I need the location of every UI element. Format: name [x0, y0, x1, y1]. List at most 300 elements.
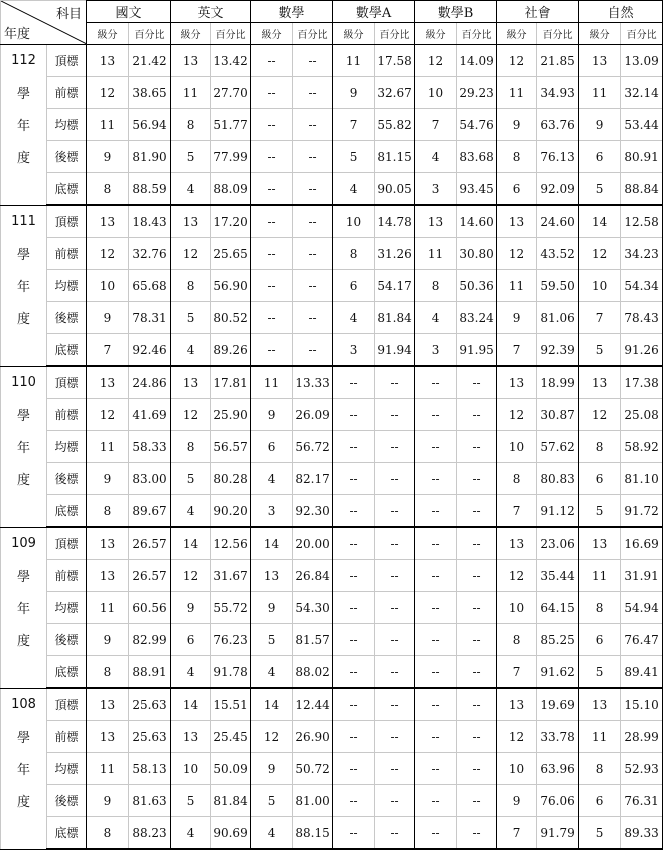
- level-cell: 13: [579, 527, 621, 560]
- percent-cell: 28.99: [621, 721, 663, 753]
- percent-cell: 58.92: [621, 431, 663, 463]
- level-cell: 11: [87, 592, 129, 624]
- percent-cell: 54.94: [621, 592, 663, 624]
- level-cell: 6: [171, 624, 211, 656]
- percent-cell: 90.69: [211, 817, 251, 850]
- percent-cell: 52.93: [621, 753, 663, 785]
- percent-header: 百分比: [375, 23, 415, 45]
- level-cell: 8: [87, 656, 129, 689]
- level-cell: 8: [579, 753, 621, 785]
- percent-cell: 12.58: [621, 205, 663, 238]
- percent-cell: 17.81: [211, 366, 251, 399]
- level-cell: 9: [333, 77, 375, 109]
- benchmark-label: 頂標: [47, 527, 87, 560]
- header-row-measures: [1, 23, 663, 45]
- benchmark-label: 後標: [47, 624, 87, 656]
- percent-cell: 31.26: [375, 238, 415, 270]
- level-cell: 7: [579, 302, 621, 334]
- percent-cell: 13.42: [211, 45, 251, 77]
- level-cell: 9: [497, 302, 537, 334]
- level-cell: 9: [171, 592, 211, 624]
- year-char-cell: 學: [1, 238, 47, 270]
- level-cell: 7: [333, 109, 375, 141]
- level-cell: 12: [497, 560, 537, 592]
- level-cell: 11: [87, 431, 129, 463]
- benchmark-label: 均標: [47, 431, 87, 463]
- table-row: [1, 270, 663, 302]
- percent-header: 百分比: [129, 23, 171, 45]
- percent-cell: 53.44: [621, 109, 663, 141]
- level-cell: 13: [87, 527, 129, 560]
- percent-cell: 43.52: [537, 238, 579, 270]
- level-cell: 12: [497, 45, 537, 77]
- percent-cell: 56.72: [293, 431, 333, 463]
- percent-cell: 83.68: [457, 141, 497, 173]
- level-cell: --: [333, 688, 375, 721]
- level-cell: --: [415, 688, 457, 721]
- percent-cell: 33.78: [537, 721, 579, 753]
- percent-cell: --: [375, 495, 415, 528]
- level-cell: 4: [333, 173, 375, 206]
- level-cell: --: [333, 463, 375, 495]
- percent-cell: 25.65: [211, 238, 251, 270]
- percent-cell: 26.90: [293, 721, 333, 753]
- percent-cell: --: [457, 399, 497, 431]
- level-cell: 13: [171, 721, 211, 753]
- percent-cell: 12.56: [211, 527, 251, 560]
- percent-cell: 56.94: [129, 109, 171, 141]
- benchmark-label: 前標: [47, 560, 87, 592]
- level-cell: --: [415, 624, 457, 656]
- subject-header: 數學A: [333, 1, 415, 23]
- level-cell: --: [251, 109, 293, 141]
- level-cell: 11: [579, 77, 621, 109]
- year-cell: 108: [1, 688, 47, 721]
- benchmark-label: 頂標: [47, 366, 87, 399]
- percent-cell: 88.02: [293, 656, 333, 689]
- level-cell: 12: [87, 399, 129, 431]
- subject-header: 英文: [171, 1, 251, 23]
- level-cell: --: [251, 238, 293, 270]
- percent-cell: 81.57: [293, 624, 333, 656]
- level-cell: --: [415, 785, 457, 817]
- year-cell: 112: [1, 45, 47, 77]
- table-row: [1, 77, 663, 109]
- table-row: [1, 431, 663, 463]
- year-char-cell: [1, 334, 47, 367]
- percent-cell: --: [457, 817, 497, 850]
- percent-cell: 82.99: [129, 624, 171, 656]
- percent-cell: --: [375, 560, 415, 592]
- percent-cell: 50.09: [211, 753, 251, 785]
- percent-cell: 26.57: [129, 560, 171, 592]
- percent-cell: 32.67: [375, 77, 415, 109]
- percent-cell: 20.00: [293, 527, 333, 560]
- year-char-cell: 度: [1, 463, 47, 495]
- table-row: [1, 624, 663, 656]
- year-char-cell: 年: [1, 592, 47, 624]
- percent-cell: --: [457, 527, 497, 560]
- percent-cell: --: [457, 688, 497, 721]
- percent-cell: 18.99: [537, 366, 579, 399]
- benchmark-label: 底標: [47, 173, 87, 206]
- benchmark-label: 底標: [47, 656, 87, 689]
- percent-cell: 15.51: [211, 688, 251, 721]
- percent-cell: --: [375, 399, 415, 431]
- level-cell: 13: [171, 45, 211, 77]
- level-cell: 4: [171, 495, 211, 528]
- percent-cell: 88.59: [129, 173, 171, 206]
- level-cell: 14: [251, 688, 293, 721]
- subject-header: 數學B: [415, 1, 497, 23]
- level-cell: 12: [497, 399, 537, 431]
- level-cell: 14: [171, 527, 211, 560]
- benchmark-label: 前標: [47, 238, 87, 270]
- percent-cell: --: [375, 817, 415, 850]
- percent-cell: --: [375, 656, 415, 689]
- percent-cell: 81.63: [129, 785, 171, 817]
- percent-cell: 25.63: [129, 721, 171, 753]
- level-cell: 13: [415, 205, 457, 238]
- percent-cell: --: [457, 721, 497, 753]
- level-cell: 6: [579, 785, 621, 817]
- level-cell: 13: [87, 560, 129, 592]
- percent-cell: --: [457, 753, 497, 785]
- level-cell: --: [333, 366, 375, 399]
- level-cell: 7: [497, 656, 537, 689]
- percent-cell: 88.91: [129, 656, 171, 689]
- percent-cell: 81.15: [375, 141, 415, 173]
- level-cell: 8: [171, 109, 211, 141]
- percent-cell: 85.25: [537, 624, 579, 656]
- percent-cell: --: [375, 753, 415, 785]
- level-cell: 6: [251, 431, 293, 463]
- percent-cell: 89.33: [621, 817, 663, 850]
- percent-cell: 81.84: [375, 302, 415, 334]
- percent-cell: 56.57: [211, 431, 251, 463]
- table-row: [1, 817, 663, 850]
- year-char-cell: 學: [1, 721, 47, 753]
- table-row: [1, 592, 663, 624]
- percent-cell: --: [293, 45, 333, 77]
- level-cell: 4: [251, 817, 293, 850]
- percent-cell: 38.65: [129, 77, 171, 109]
- level-cell: 5: [171, 141, 211, 173]
- level-cell: --: [333, 721, 375, 753]
- level-cell: 8: [171, 270, 211, 302]
- level-cell: 12: [171, 399, 211, 431]
- level-cell: 9: [87, 302, 129, 334]
- percent-cell: --: [293, 238, 333, 270]
- level-cell: 8: [87, 817, 129, 850]
- percent-cell: 59.50: [537, 270, 579, 302]
- level-cell: 9: [87, 624, 129, 656]
- percent-cell: 34.93: [537, 77, 579, 109]
- percent-cell: 50.36: [457, 270, 497, 302]
- table-row: [1, 141, 663, 173]
- level-cell: 8: [415, 270, 457, 302]
- year-cell: 109: [1, 527, 47, 560]
- level-cell: 13: [87, 688, 129, 721]
- level-cell: --: [415, 560, 457, 592]
- level-cell: 14: [171, 688, 211, 721]
- level-cell: --: [415, 592, 457, 624]
- level-cell: --: [251, 302, 293, 334]
- percent-cell: 77.99: [211, 141, 251, 173]
- percent-cell: 90.05: [375, 173, 415, 206]
- level-cell: 11: [579, 721, 621, 753]
- percent-cell: 54.30: [293, 592, 333, 624]
- level-cell: 5: [579, 656, 621, 689]
- level-cell: 7: [497, 817, 537, 850]
- year-cell: 110: [1, 366, 47, 399]
- percent-cell: 76.23: [211, 624, 251, 656]
- year-char-cell: 年: [1, 109, 47, 141]
- percent-cell: 54.17: [375, 270, 415, 302]
- table-row: [1, 238, 663, 270]
- benchmark-label: 頂標: [47, 45, 87, 77]
- level-cell: 3: [415, 173, 457, 206]
- level-cell: 11: [171, 77, 211, 109]
- percent-cell: 93.45: [457, 173, 497, 206]
- percent-cell: 29.23: [457, 77, 497, 109]
- level-cell: 9: [87, 141, 129, 173]
- benchmark-label: 均標: [47, 109, 87, 141]
- level-cell: 9: [87, 463, 129, 495]
- level-cell: --: [415, 817, 457, 850]
- level-cell: --: [333, 527, 375, 560]
- percent-cell: 64.15: [537, 592, 579, 624]
- benchmark-label: 後標: [47, 141, 87, 173]
- level-cell: 9: [579, 109, 621, 141]
- level-cell: 7: [497, 334, 537, 367]
- percent-cell: 91.94: [375, 334, 415, 367]
- level-cell: 11: [579, 560, 621, 592]
- level-cell: 4: [251, 656, 293, 689]
- year-char-cell: 度: [1, 785, 47, 817]
- percent-cell: --: [457, 624, 497, 656]
- level-cell: 9: [251, 592, 293, 624]
- level-cell: 12: [579, 399, 621, 431]
- year-char-cell: [1, 173, 47, 206]
- percent-cell: 56.90: [211, 270, 251, 302]
- level-cell: 3: [415, 334, 457, 367]
- percent-cell: 18.43: [129, 205, 171, 238]
- benchmark-label: 底標: [47, 495, 87, 528]
- level-cell: 4: [171, 656, 211, 689]
- percent-cell: 80.83: [537, 463, 579, 495]
- percent-cell: 55.82: [375, 109, 415, 141]
- level-cell: 11: [497, 77, 537, 109]
- level-cell: 11: [87, 753, 129, 785]
- year-col-label: 年度: [4, 27, 31, 42]
- level-cell: 5: [171, 302, 211, 334]
- level-cell: 5: [333, 141, 375, 173]
- level-cell: 3: [333, 334, 375, 367]
- percent-cell: 27.70: [211, 77, 251, 109]
- level-cell: --: [415, 721, 457, 753]
- subject-header: 社會: [497, 1, 579, 23]
- level-cell: 8: [171, 431, 211, 463]
- level-cell: 5: [171, 463, 211, 495]
- percent-cell: 76.47: [621, 624, 663, 656]
- percent-cell: --: [293, 205, 333, 238]
- percent-cell: 26.57: [129, 527, 171, 560]
- benchmark-label: 前標: [47, 721, 87, 753]
- percent-cell: 80.52: [211, 302, 251, 334]
- level-cell: 10: [497, 753, 537, 785]
- level-cell: 8: [87, 173, 129, 206]
- percent-cell: 55.72: [211, 592, 251, 624]
- level-header: 級分: [579, 23, 621, 45]
- percent-cell: 12.44: [293, 688, 333, 721]
- level-cell: 8: [497, 141, 537, 173]
- percent-cell: --: [293, 334, 333, 367]
- level-cell: 5: [579, 817, 621, 850]
- level-cell: --: [333, 399, 375, 431]
- table-row: [1, 688, 663, 721]
- year-char-cell: 年: [1, 270, 47, 302]
- level-cell: 13: [497, 527, 537, 560]
- percent-cell: --: [293, 173, 333, 206]
- level-cell: 13: [87, 366, 129, 399]
- percent-cell: --: [375, 431, 415, 463]
- level-cell: --: [415, 463, 457, 495]
- level-cell: 13: [579, 45, 621, 77]
- percent-cell: 51.77: [211, 109, 251, 141]
- percent-cell: 81.06: [537, 302, 579, 334]
- level-cell: 11: [333, 45, 375, 77]
- percent-cell: 25.90: [211, 399, 251, 431]
- level-cell: 4: [415, 141, 457, 173]
- percent-cell: 24.60: [537, 205, 579, 238]
- year-char-cell: [1, 495, 47, 528]
- year-char-cell: 度: [1, 141, 47, 173]
- level-header: 級分: [415, 23, 457, 45]
- header-row-subjects: [1, 1, 663, 23]
- level-cell: 13: [579, 366, 621, 399]
- percent-cell: 25.08: [621, 399, 663, 431]
- percent-cell: --: [375, 527, 415, 560]
- corner-header: [1, 1, 87, 45]
- level-cell: 5: [579, 173, 621, 206]
- level-cell: 11: [415, 238, 457, 270]
- percent-cell: 30.80: [457, 238, 497, 270]
- level-cell: 10: [415, 77, 457, 109]
- percent-cell: 92.39: [537, 334, 579, 367]
- percent-cell: --: [457, 495, 497, 528]
- level-header: 級分: [251, 23, 293, 45]
- percent-cell: 78.31: [129, 302, 171, 334]
- percent-cell: 35.44: [537, 560, 579, 592]
- level-cell: 12: [497, 238, 537, 270]
- percent-cell: --: [375, 366, 415, 399]
- table-row: [1, 495, 663, 528]
- table-row: [1, 109, 663, 141]
- level-cell: --: [333, 624, 375, 656]
- level-cell: --: [251, 205, 293, 238]
- benchmark-label: 後標: [47, 463, 87, 495]
- percent-header: 百分比: [211, 23, 251, 45]
- percent-cell: --: [457, 366, 497, 399]
- percent-cell: 65.68: [129, 270, 171, 302]
- level-cell: --: [251, 141, 293, 173]
- level-cell: 8: [87, 495, 129, 528]
- percent-cell: 50.72: [293, 753, 333, 785]
- year-char-cell: 學: [1, 560, 47, 592]
- level-cell: 4: [171, 334, 211, 367]
- benchmark-label: 均標: [47, 270, 87, 302]
- level-cell: 7: [87, 334, 129, 367]
- percent-cell: 32.76: [129, 238, 171, 270]
- percent-cell: 24.86: [129, 366, 171, 399]
- percent-cell: 41.69: [129, 399, 171, 431]
- percent-cell: --: [375, 785, 415, 817]
- percent-cell: 57.62: [537, 431, 579, 463]
- level-cell: --: [251, 173, 293, 206]
- percent-cell: 83.00: [129, 463, 171, 495]
- table-row: [1, 205, 663, 238]
- level-cell: 9: [497, 785, 537, 817]
- percent-cell: 78.43: [621, 302, 663, 334]
- percent-header: 百分比: [293, 23, 333, 45]
- level-cell: 7: [415, 109, 457, 141]
- percent-cell: 88.09: [211, 173, 251, 206]
- level-cell: --: [333, 753, 375, 785]
- year-char-cell: 年: [1, 753, 47, 785]
- percent-cell: --: [457, 656, 497, 689]
- level-cell: 12: [579, 238, 621, 270]
- table-row: [1, 334, 663, 367]
- percent-cell: 15.10: [621, 688, 663, 721]
- percent-cell: 32.14: [621, 77, 663, 109]
- level-header: 級分: [333, 23, 375, 45]
- percent-cell: 89.26: [211, 334, 251, 367]
- percent-cell: 14.78: [375, 205, 415, 238]
- benchmark-label: 頂標: [47, 688, 87, 721]
- level-cell: 4: [415, 302, 457, 334]
- level-cell: 5: [251, 624, 293, 656]
- level-cell: 13: [251, 560, 293, 592]
- year-char-cell: 學: [1, 399, 47, 431]
- year-cell: 111: [1, 205, 47, 238]
- percent-cell: --: [375, 688, 415, 721]
- table-row: [1, 173, 663, 206]
- year-char-cell: 學: [1, 77, 47, 109]
- percent-cell: 81.10: [621, 463, 663, 495]
- level-cell: --: [415, 656, 457, 689]
- level-cell: 13: [171, 205, 211, 238]
- percent-cell: --: [457, 560, 497, 592]
- percent-cell: --: [293, 302, 333, 334]
- level-cell: 12: [87, 77, 129, 109]
- percent-cell: 80.28: [211, 463, 251, 495]
- level-cell: --: [251, 77, 293, 109]
- level-cell: --: [415, 431, 457, 463]
- percent-cell: 76.31: [621, 785, 663, 817]
- level-cell: 8: [579, 592, 621, 624]
- level-cell: 13: [87, 721, 129, 753]
- benchmark-label: 頂標: [47, 205, 87, 238]
- percent-cell: 76.13: [537, 141, 579, 173]
- year-char-cell: [1, 656, 47, 689]
- percent-cell: 14.09: [457, 45, 497, 77]
- level-cell: 8: [579, 431, 621, 463]
- level-cell: 6: [579, 141, 621, 173]
- level-cell: --: [333, 592, 375, 624]
- level-cell: --: [415, 527, 457, 560]
- level-cell: 5: [251, 785, 293, 817]
